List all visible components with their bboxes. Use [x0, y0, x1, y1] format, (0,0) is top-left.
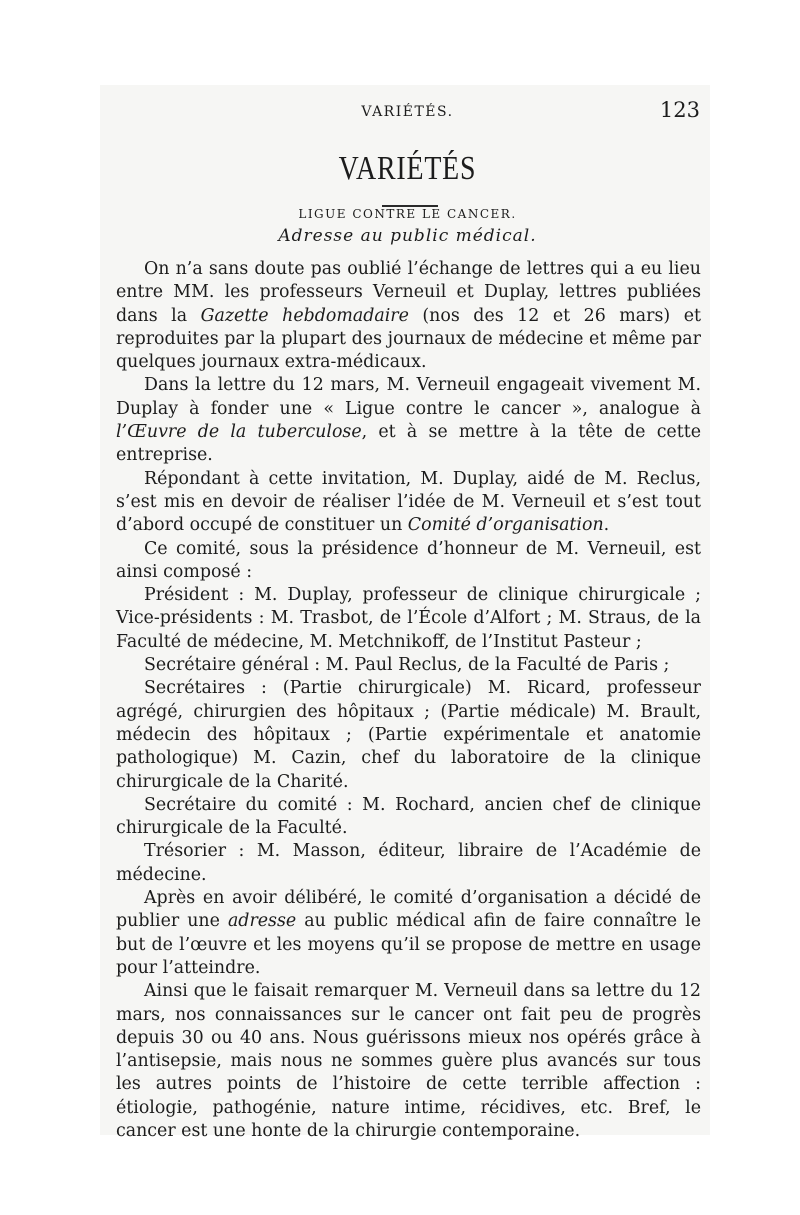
paragraph-text: , et à se mettre à la tête de cette entreprise. [116, 422, 701, 466]
paragraph-text: Président : M. Duplay, professeur de clinique chirurgicale ; Vice-présidents : M. Trasbot, de l’École d’Alfort ; M. Straus, de la Faculté de médecine, M. Metchnikoff, de l’Institut Pasteur ; [116, 585, 701, 652]
journal-title: Gazette hebdomadaire [200, 305, 409, 326]
paragraph-text: On n’a sans doute pas oublié l’échange de lettres qui a eu lieu entre MM. les professeurs Verneuil et Duplay, lettres publiées dans la [116, 259, 701, 326]
paragraph-text: (nos des 12 et 26 mars) et reproduites par la plupart des journaux de médecine et même par quelques journaux extra-médicaux. [116, 305, 701, 373]
paragraph [116, 584, 701, 654]
paragraph-text: Après en avoir délibéré, le comité d’organisation a décidé de publier une [116, 888, 701, 932]
section-title: VARIÉTÉS [338, 150, 477, 187]
paragraph [116, 840, 701, 887]
paragraph [116, 538, 701, 585]
paragraph-text: Dans la lettre du 12 mars, M. Verneuil engageait vivement M. Duplay à fonder une « Ligue contre le cancer », analogue à [116, 375, 701, 419]
paragraph-text: Ainsi que le faisait remarquer M. Verneuil dans sa lettre du 12 mars, nos connaissances sur le cancer ont fait peu de progrès depuis 30 ou 40 ans. Nous guérissons mieux nos opérés grâce à l’antisepsie, mais nous ne sommes guère plus avancés sur tous les autres points de l’histoire de cette terrible affection : étiologie, pathogénie, nature intime, récidives, etc. Bref, le cancer est une honte de la chirurgie contemporaine. [116, 981, 701, 1141]
committee-name: Comité d’organisation [407, 515, 604, 536]
paragraph-text: Secrétaires : (Partie chirurgicale) M. Ricard, professeur agrégé, chirurgien des hôpitaux ; (Partie médicale) M. Brault, médecin des hôpitaux ; (Partie expérimentale et anatomie pathologique) M. Cazin, chef du laboratoire de la clinique chirurgicale de la Charité. [116, 678, 701, 792]
paragraph-text: Ce comité, sous la présidence d’honneur de M. Verneuil, est ainsi composé : [116, 538, 701, 582]
article-subsubtitle: Adresse au public médical. [278, 226, 537, 246]
running-head [115, 98, 700, 128]
paragraph-text: Secrétaire général : M. Paul Reclus, de la Faculté de Paris ; [144, 655, 670, 676]
paragraph-text: Répondant à cette invitation, M. Duplay, aidé de M. Reclus, s’est mis en devoir de réaliser l’idée de M. Verneuil et s’est tout d’abord occupé de constituer un [116, 468, 701, 536]
article-subtitle: LIGUE CONTRE LE CANCER. [298, 207, 517, 221]
paragraph [116, 677, 701, 793]
emphasis: adresse [227, 911, 297, 932]
paragraph [116, 887, 701, 980]
paragraph [116, 794, 701, 841]
paragraph [116, 374, 701, 467]
paragraph-text: Trésorier : M. Masson, éditeur, libraire de l’Académie de médecine. [116, 841, 701, 885]
running-head-title: VARIÉTÉS. [361, 104, 454, 120]
article-body [116, 258, 701, 1143]
paragraph [116, 468, 701, 538]
work-title: l’Œuvre de la tuberculose [116, 422, 362, 443]
paragraph [116, 980, 701, 1143]
paragraph-text: . [603, 515, 610, 536]
paragraph [116, 654, 701, 677]
page-number: 123 [659, 98, 700, 122]
paragraph-text: au public médical afin de faire connaître le but de l’œuvre et les moyens qu’il se propose de mettre en usage pour l’atteindre. [116, 911, 701, 978]
paragraph-text: Secrétaire du comité : M. Rochard, ancien chef de clinique chirurgicale de la Faculté. [116, 794, 701, 839]
paragraph [116, 258, 701, 374]
